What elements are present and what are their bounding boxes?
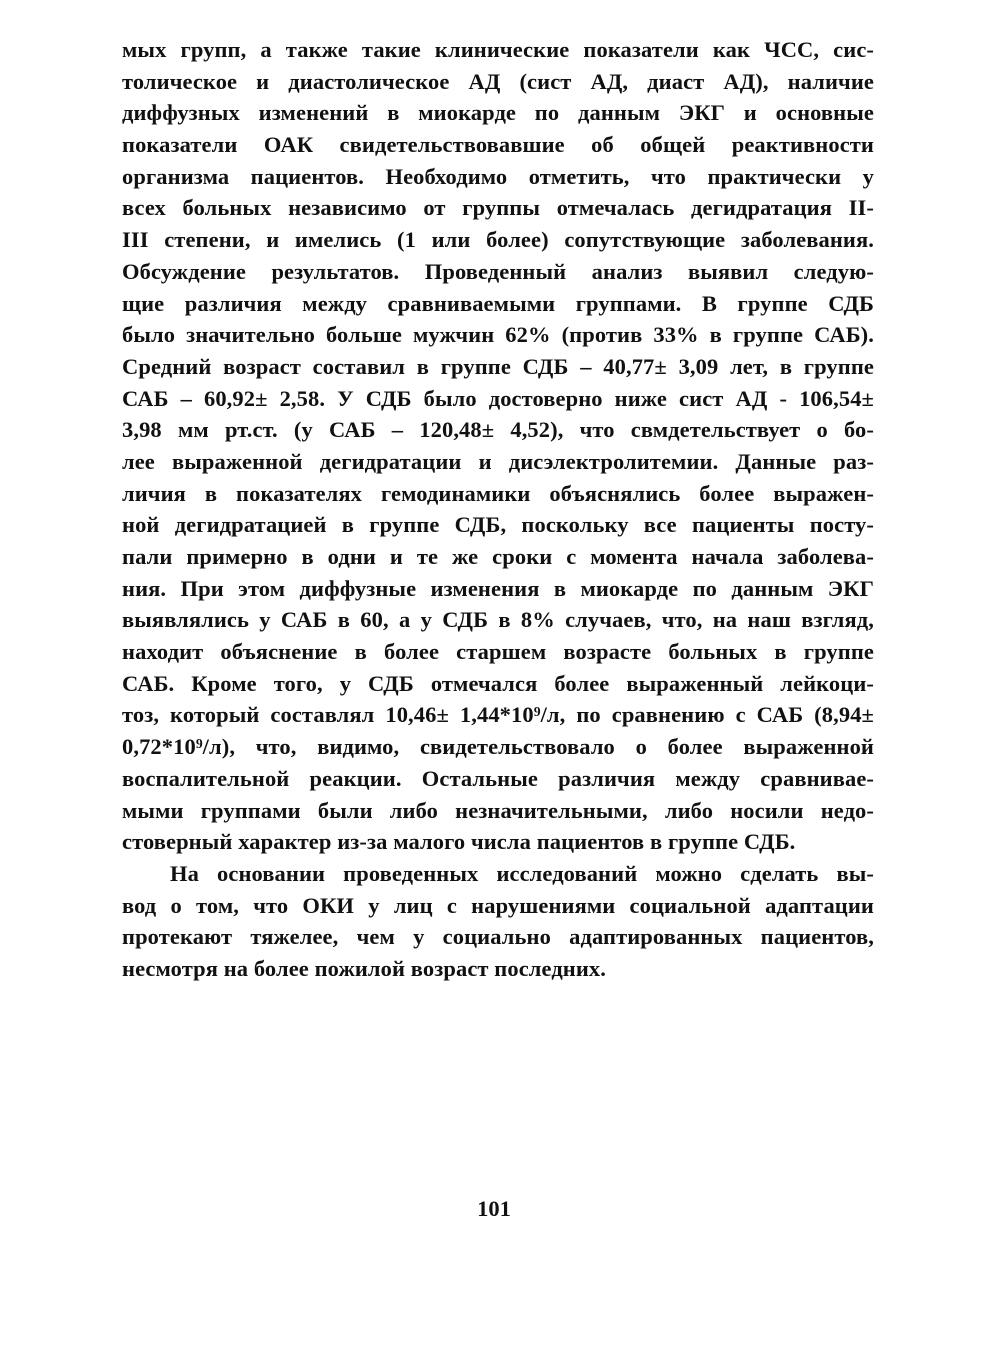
- text-line: вод о том, что ОКИ у лиц с нарушениями социальной адаптации: [122, 892, 874, 918]
- text-line: воспалительной реакции. Остальные различия между сравнивае-: [122, 765, 874, 791]
- page-number: 101: [477, 1196, 511, 1221]
- text-line: находит объяснение в более старшем возрасте больных в группе: [122, 639, 874, 665]
- text-line: III степени, и имелись (1 или более) сопутствующие заболевания.: [122, 227, 874, 253]
- text-line: диффузных изменений в миокарде по данным ЭКГ и основные: [122, 100, 874, 126]
- text-line: стоверный характер из-за малого числа пациентов в группе СДБ.: [122, 829, 796, 855]
- text-line: Средний возраст составил в группе СДБ – 40,77± 3,09 лет, в группе: [122, 353, 874, 379]
- text-line: Обсуждение результатов. Проведенный анализ выявил следую-: [122, 258, 874, 284]
- text-line: всех больных независимо от группы отмечалась дегидратация II-: [122, 195, 874, 221]
- text-line: ной дегидратацией в группе СДБ, поскольку все пациенты посту-: [122, 512, 874, 538]
- text-line: щие различия между сравниваемыми группами. В группе СДБ: [122, 290, 874, 316]
- text-line: несмотря на более пожилой возраст последних.: [122, 955, 607, 981]
- text-line: мых групп, а также такие клинические показатели как ЧСС, сис-: [122, 37, 874, 62]
- text-line: выявлялись у САБ в 60, а у СДБ в 8% случаев, что, на наш взгляд,: [122, 607, 874, 633]
- text-line: ния. При этом диффузные изменения в миокарде по данным ЭКГ: [122, 575, 874, 601]
- text-line: толическое и диастолическое АД (сист АД, диаст АД), наличие: [122, 68, 874, 94]
- text-line: организма пациентов. Необходимо отметить, что практически у: [122, 163, 874, 189]
- text-line: было значительно больше мужчин 62% (против 33% в группе САБ).: [122, 322, 874, 348]
- text-line: пали примерно в одни и те же сроки с момента начала заболева-: [122, 544, 874, 569]
- text-line: лее выраженной дегидратации и дисэлектролитемии. Данные раз-: [122, 448, 874, 474]
- text-line: САБ – 60,92± 2,58. У СДБ было достоверно ниже сист АД - 106,54±: [122, 385, 874, 411]
- body-text: [122, 34, 874, 985]
- text-line: протекают тяжелее, чем у социально адаптированных пациентов,: [122, 924, 874, 950]
- text-line: мыми группами были либо незначительными, либо носили недо-: [122, 797, 874, 823]
- text-line: тоз, который составлял 10,46± 1,44*10⁹/л, по сравнению с САБ (8,94±: [122, 702, 874, 728]
- text-line: 0,72*10⁹/л), что, видимо, свидетельствовало о более выраженной: [122, 734, 874, 760]
- text-line: 3,98 мм рт.ст. (у САБ – 120,48± 4,52), что свмдетельствует о бо-: [122, 417, 874, 443]
- text-line: На основании проведенных исследований можно сделать вы-: [170, 860, 874, 886]
- text-line: показатели ОАК свидетельствовавшие об общей реактивности: [122, 132, 874, 158]
- text-line: САБ. Кроме того, у СДБ отмечался более выраженный лейкоци-: [122, 670, 874, 696]
- text-line: личия в показателях гемодинамики объяснялись более выражен-: [122, 480, 874, 506]
